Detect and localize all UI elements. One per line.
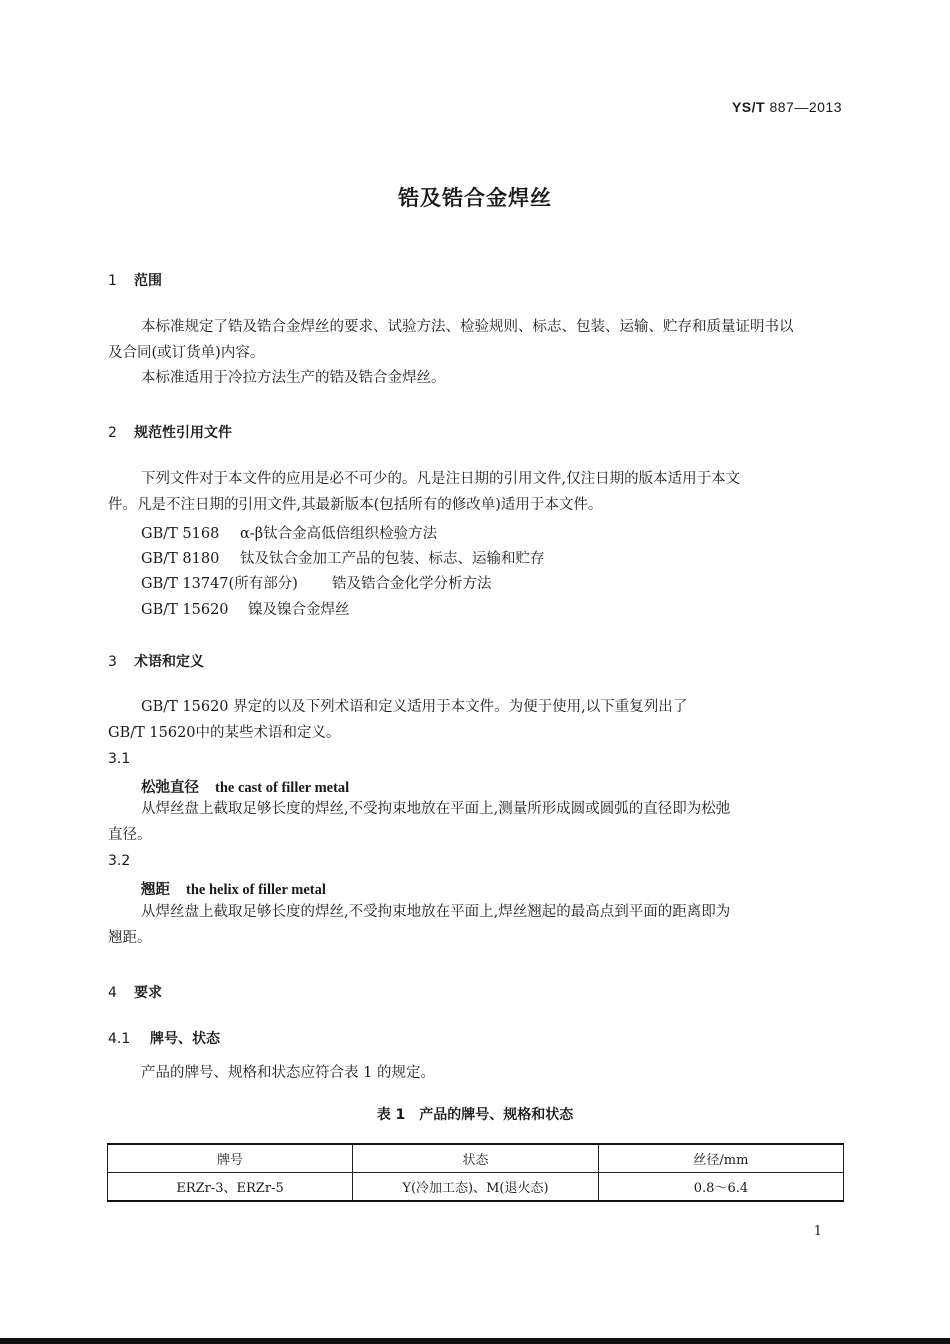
cell-diameter: 0.8～6.4 — [598, 1173, 843, 1202]
term-entry — [141, 776, 349, 797]
references-intro — [108, 467, 843, 518]
subsection-number: 4.1 — [108, 1031, 131, 1047]
requirements-text: 产品的牌号、规格和状态应符合表 1 的规定。 — [141, 1065, 435, 1081]
reference-item — [141, 572, 492, 593]
term-chinese: 松弛直径 — [141, 780, 199, 796]
term-english: the helix of filler metal — [186, 882, 326, 898]
table-1 — [107, 1143, 844, 1202]
column-header-diameter: 丝径/mm — [598, 1144, 843, 1173]
reference-title: 镍及镍合金焊丝 — [248, 602, 350, 618]
text-line: 翘距。 — [108, 929, 152, 946]
reference-code: GB/T 8180 — [141, 551, 220, 567]
text-line: 从焊丝盘上截取足够长度的焊丝,不受拘束地放在平面上,焊丝翘起的最高点到平面的距离即为 — [141, 904, 731, 920]
text-line: 直径。 — [108, 826, 152, 843]
bottom-border — [0, 1338, 950, 1344]
subsection-title: 牌号、状态 — [150, 1031, 220, 1047]
section-title: 范围 — [134, 273, 162, 289]
term-definition — [108, 900, 843, 951]
terms-intro — [108, 695, 843, 746]
cell-grade: ERZr-3、ERZr-5 — [108, 1173, 353, 1202]
reference-title: 锆及锆合金化学分析方法 — [332, 576, 492, 592]
section-number: 4 — [108, 985, 117, 1001]
table-header-row — [108, 1144, 844, 1173]
term-definition — [108, 797, 843, 848]
text-line: 从焊丝盘上截取足够长度的焊丝,不受拘束地放在平面上,测量所形成圆或圆弧的直径即为松弛 — [141, 801, 731, 817]
column-header-grade: 牌号 — [108, 1144, 353, 1173]
cell-temper: Y(冷加工态)、M(退火态) — [353, 1173, 599, 1202]
scope-paragraph-2: 本标准适用于冷拉方法生产的锆及锆合金焊丝。 — [141, 370, 446, 386]
section-number: 1 — [108, 273, 117, 289]
standard-code-number: 887—2013 — [769, 99, 842, 115]
section-title: 规范性引用文件 — [134, 425, 232, 441]
reference-item — [141, 547, 545, 568]
reference-title: α-β钛合金高低倍组织检验方法 — [240, 526, 438, 542]
column-header-temper: 状态 — [353, 1144, 599, 1173]
table-row — [108, 1173, 844, 1202]
text-line: 件。凡是不注日期的引用文件,其最新版本(包括所有的修改单)适用于本文件。 — [108, 496, 603, 513]
text-line: 下列文件对于本文件的应用是必不可少的。凡是注日期的引用文件,仅注日期的版本适用于本文 — [141, 471, 741, 487]
reference-item — [141, 522, 437, 543]
reference-code: GB/T 5168 — [141, 526, 220, 542]
scope-paragraph-1 — [108, 315, 843, 366]
clause-number: 3.1 — [108, 751, 131, 767]
section-4-heading — [108, 982, 162, 1002]
standard-code — [732, 99, 842, 115]
document-title: 锆及锆合金焊丝 — [398, 186, 552, 210]
section-1-heading — [108, 270, 162, 290]
text-line: GB/T 15620 界定的以及下列术语和定义适用于本文件。为便于使用,以下重复列出了 — [141, 699, 688, 715]
section-number: 3 — [108, 654, 117, 670]
text-line: 本标准规定了锆及锆合金焊丝的要求、试验方法、检验规则、标志、包装、运输、贮存和质量证明书以 — [141, 319, 794, 335]
table-1-caption: 表 1 产品的牌号、规格和状态 — [376, 1107, 574, 1123]
term-entry — [141, 878, 326, 899]
reference-title: 钛及钛合金加工产品的包装、标志、运输和贮存 — [240, 551, 545, 567]
text-line: 及合同(或订货单)内容。 — [108, 344, 265, 361]
section-3-heading — [108, 651, 204, 671]
section-title: 术语和定义 — [134, 654, 204, 670]
term-chinese: 翘距 — [141, 882, 170, 898]
section-title: 要求 — [134, 985, 162, 1001]
standard-code-prefix: YS/T — [731, 99, 766, 115]
section-number: 2 — [108, 425, 117, 441]
page-number: 1 — [813, 1224, 822, 1239]
reference-item — [141, 598, 350, 619]
clause-number: 3.2 — [108, 853, 131, 869]
reference-code: GB/T 13747(所有部分) — [141, 576, 298, 592]
text-line: GB/T 15620中的某些术语和定义。 — [108, 724, 341, 741]
reference-code: GB/T 15620 — [141, 602, 229, 618]
term-english: the cast of filler metal — [215, 780, 350, 796]
subsection-4-1-heading — [108, 1028, 220, 1048]
section-2-heading — [108, 422, 232, 442]
